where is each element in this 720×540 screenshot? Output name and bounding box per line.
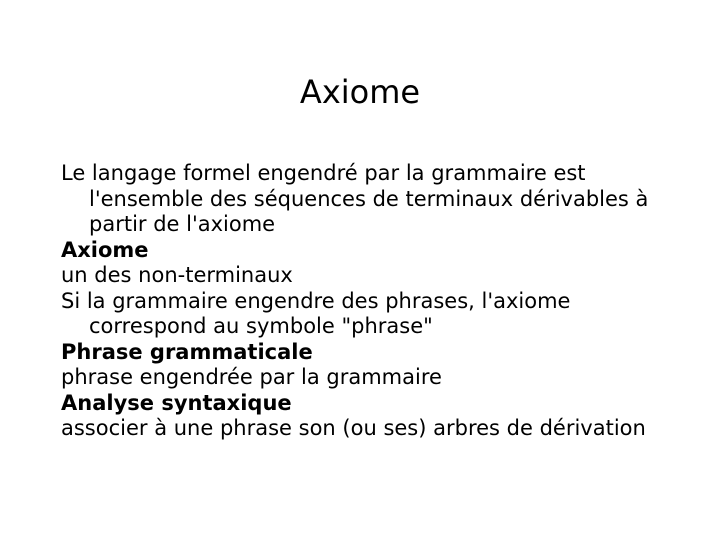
- term-heading-axiome: Axiome: [61, 237, 149, 262]
- definition-text: Si la grammaire engendre des phrases, l'axiome correspond au symbole "phrase": [61, 288, 571, 338]
- term-heading-phrase-grammaticale: Phrase grammaticale: [61, 339, 313, 364]
- definition-text: Le langage formel engendré par la grammaire est l'ensemble des séquences de terminaux dérivables à partir de l'axiome: [61, 161, 649, 236]
- slide-title: Axiome: [299, 73, 421, 111]
- definition-text: associer à une phrase son (ou ses) arbres de dérivation: [61, 416, 646, 440]
- definition-text: phrase engendrée par la grammaire: [61, 365, 442, 389]
- definition-text: un des non-terminaux: [61, 263, 293, 287]
- slide-body: [61, 161, 681, 442]
- term-heading-analyse-syntaxique: Analyse syntaxique: [61, 390, 292, 415]
